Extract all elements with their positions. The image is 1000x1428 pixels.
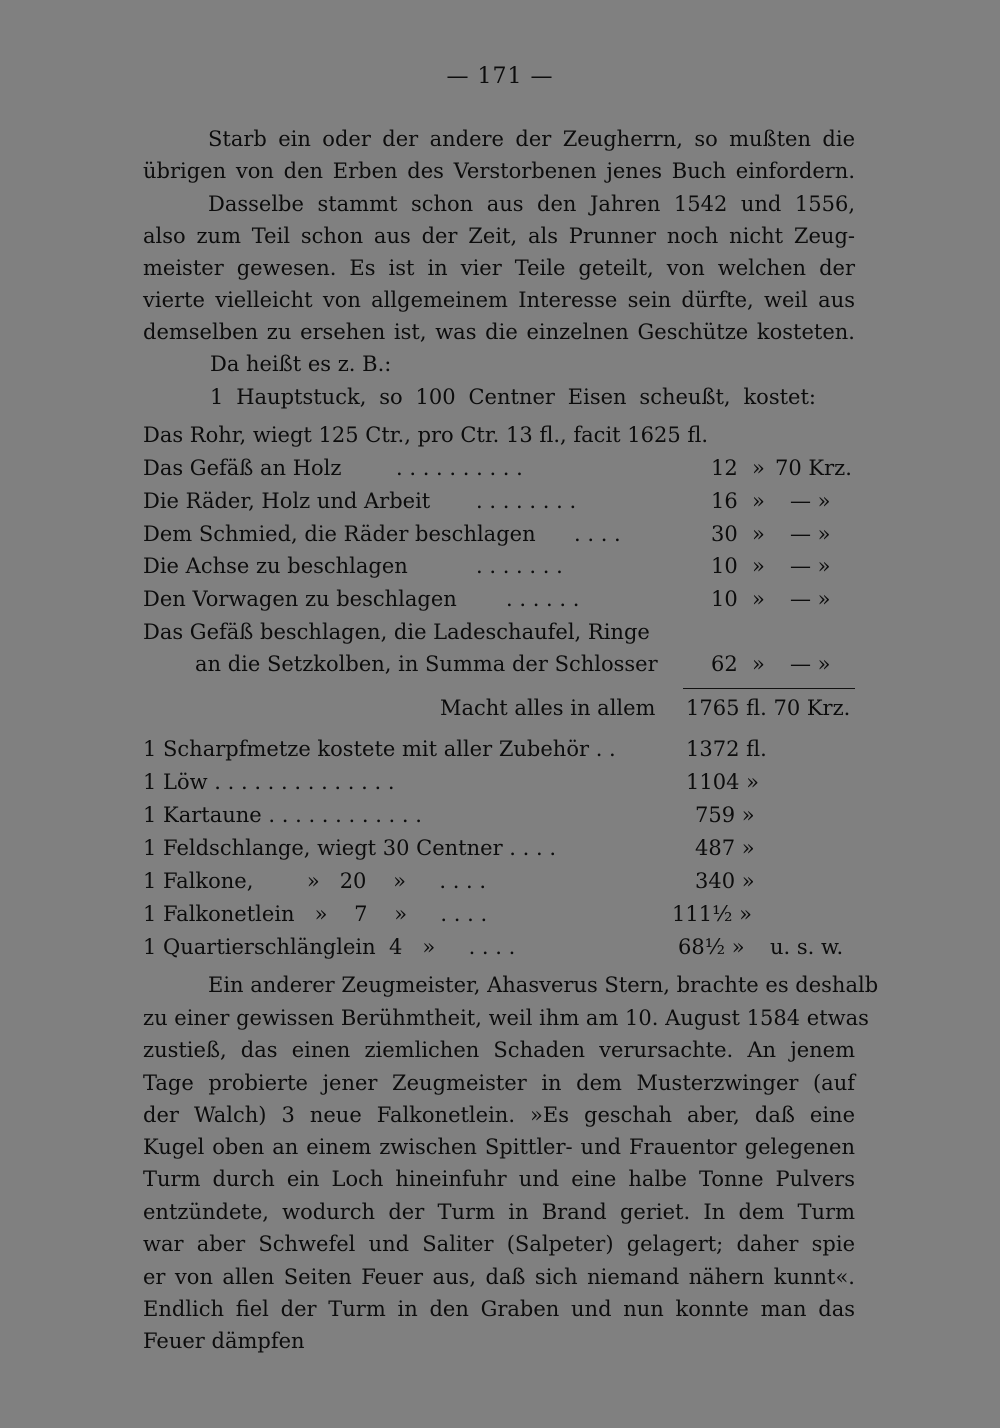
text-line: vierte vielleicht von allgemeinem Interesse sein dürfte, weil aus [143, 288, 855, 312]
page-number: — 171 — [446, 64, 554, 89]
cost-label: Das Gefäß an Holz [143, 456, 342, 480]
text-line: Turm durch ein Loch hineinfuhr und eine halbe Tonne Pulvers [143, 1167, 855, 1191]
cost-label: Das Gefäß beschlagen, die Ladeschaufel, Ringe [143, 620, 650, 644]
text-line: Endlich fiel der Turm in den Graben und nun konnte man das [143, 1297, 855, 1321]
text-line: Tage probierte jener Zeugmeister in dem Musterzwinger (auf [143, 1071, 855, 1095]
text-line: Starb ein oder der andere der Zeugherrn, so mußten die [208, 127, 855, 151]
cost-label: Die Achse zu beschlagen [143, 554, 408, 578]
text-line: demselben zu ersehen ist, was die einzelnen Geschütze kosteten. [143, 320, 855, 344]
text-line: war aber Schwefel und Saliter (Salpeter) gelagert; daher spie [143, 1232, 855, 1256]
text-line: zustieß, das einen ziemlichen Schaden verursachte. An jenem [143, 1038, 855, 1062]
gun-label: 1 Quartierschlänglein 4 » . . . . [143, 935, 516, 959]
leader-dots: . . . . [574, 522, 621, 546]
gun-label: 1 Kartaune . . . . . . . . . . . . [143, 803, 422, 827]
text-line: Da heißt es z. B.: [210, 352, 392, 376]
cost-amount: 30 [711, 522, 738, 546]
cost-kreuzer: — » [790, 554, 831, 578]
cost-unit: » [752, 554, 765, 578]
gun-suffix: u. s. w. [770, 935, 844, 959]
cost-unit: » [752, 587, 765, 611]
text-line: er von allen Seiten Feuer aus, daß sich niemand nähern kunnt«. [143, 1265, 855, 1289]
sum-rule [683, 688, 855, 689]
text-line: der Walch) 3 neue Falkonetlein. »Es geschah aber, daß eine [143, 1103, 855, 1127]
text-line: Kugel oben an einem zwischen Spittler- und Frauentor gelegenen [143, 1135, 855, 1159]
cost-amount: 10 [711, 554, 738, 578]
gun-label: 1 Löw . . . . . . . . . . . . . . [143, 770, 395, 794]
gun-amount: 759 » [695, 803, 755, 827]
leader-dots: . . . . . . . [476, 554, 563, 578]
leader-dots: . . . . . . . . . . [396, 456, 523, 480]
leader-dots: . . . . . . [506, 587, 580, 611]
gun-label: 1 Falkonetlein » 7 » . . . . [143, 902, 488, 926]
cost-label: Dem Schmied, die Räder beschlagen [143, 522, 536, 546]
cost-label: Den Vorwagen zu beschlagen [143, 587, 457, 611]
gun-label: 1 Feldschlange, wiegt 30 Centner . . . . [143, 836, 557, 860]
cost-amount: 62 [711, 652, 738, 676]
text-line: übrigen von den Erben des Verstorbenen jenes Buch einfordern. [143, 159, 855, 183]
cost-amount: 16 [711, 489, 738, 513]
cost-kreuzer: — » [790, 652, 831, 676]
gun-label: 1 Falkone, » 20 » . . . . [143, 869, 487, 893]
text-line: meister gewesen. Es ist in vier Teile geteilt, von welchen der [143, 256, 855, 280]
gun-amount: 1104 » [686, 770, 759, 794]
gun-amount: 340 » [695, 869, 755, 893]
text-line: Feuer dämpfen [143, 1329, 305, 1353]
cost-kreuzer: 70 Krz. [775, 456, 852, 480]
text-line: entzündete, wodurch der Turm in Brand geriet. In dem Turm [143, 1200, 855, 1224]
cost-kreuzer: — » [790, 587, 831, 611]
cost-label: Die Räder, Holz und Arbeit [143, 489, 431, 513]
cost-kreuzer: — » [790, 489, 831, 513]
gun-amount: 1372 fl. [686, 737, 767, 761]
total-label: Macht alles in allem [440, 696, 656, 720]
gun-amount: 111½ » [672, 902, 752, 926]
gun-amount: 487 » [695, 836, 755, 860]
gun-label: 1 Scharpfmetze kostete mit aller Zubehör . . [143, 737, 616, 761]
text-line: Ein anderer Zeugmeister, Ahasverus Stern, brachte es deshalb [208, 973, 879, 997]
gun-amount: 68½ » [678, 935, 745, 959]
cost-unit: » [752, 456, 765, 480]
cost-amount: 10 [711, 587, 738, 611]
cost-kreuzer: — » [790, 522, 831, 546]
cost-unit: » [752, 652, 765, 676]
cost-row-rohr: Das Rohr, wiegt 125 Ctr., pro Ctr. 13 fl., facit 1625 fl. [143, 423, 709, 447]
cost-amount: 12 [711, 456, 738, 480]
cost-label: an die Setzkolben, in Summa der Schlosser [195, 652, 658, 676]
text-line: 1 Hauptstuck, so 100 Centner Eisen scheußt, kostet: [210, 385, 816, 409]
text-line: Dasselbe stammt schon aus den Jahren 1542 und 1556, [208, 192, 855, 216]
text-line: zu einer gewissen Berühmtheit, weil ihm am 10. August 1584 etwas [143, 1006, 869, 1030]
total-value: 1765 fl. 70 Krz. [686, 696, 851, 720]
cost-unit: » [752, 522, 765, 546]
cost-unit: » [752, 489, 765, 513]
text-line: also zum Teil schon aus der Zeit, als Prunner noch nicht Zeug- [143, 224, 855, 248]
leader-dots: . . . . . . . . [476, 489, 577, 513]
